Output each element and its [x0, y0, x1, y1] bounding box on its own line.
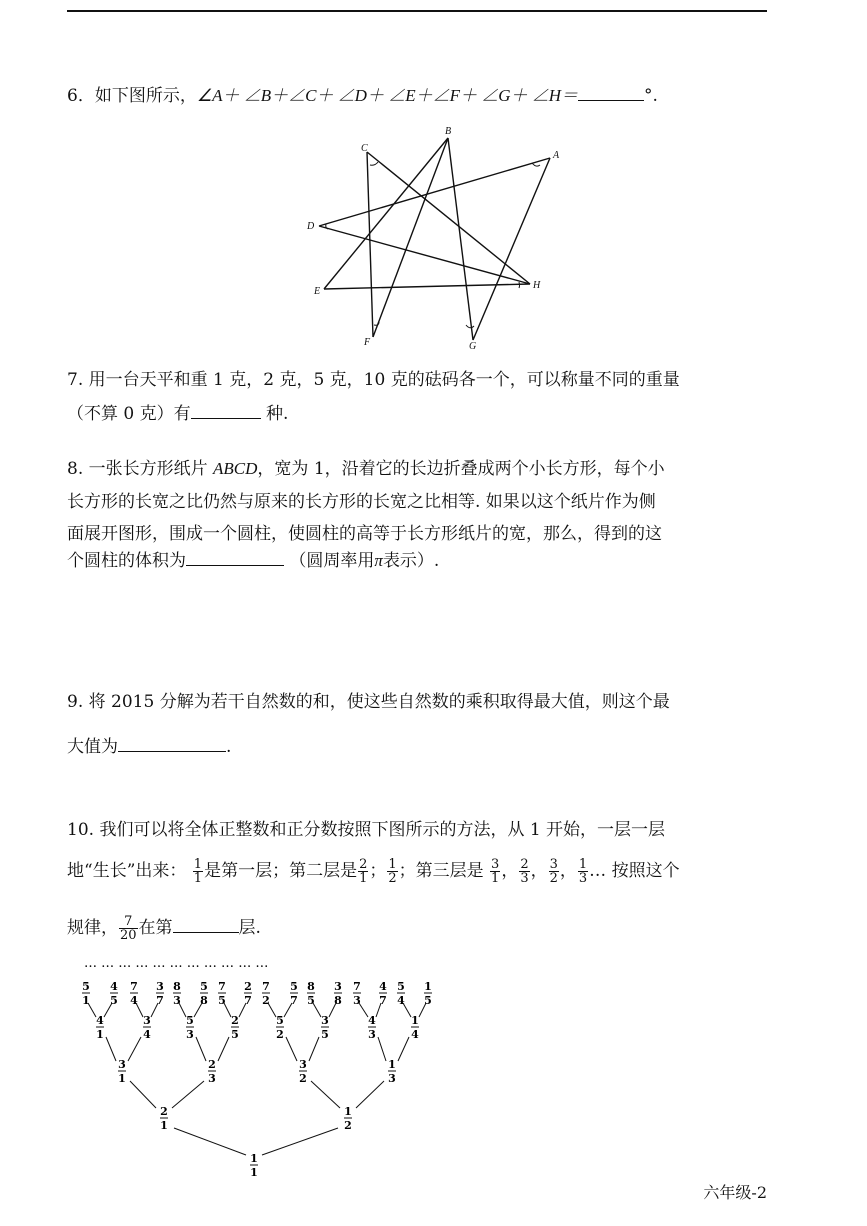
svg-text:7: 7	[353, 980, 361, 993]
q8-text-1b: ，宽为 1，沿着它的长边折叠成两个小长方形，每个小	[257, 459, 665, 479]
label-e: E	[314, 286, 321, 297]
tree-node-layer5	[334, 980, 342, 1007]
svg-text:1: 1	[250, 1166, 258, 1179]
question-8-line-1	[67, 457, 665, 481]
tree-node-layer4	[231, 1014, 239, 1041]
q6-expression: ∠A＋ ∠B＋∠C＋ ∠D＋ ∠E＋∠F＋ ∠G＋ ∠H＝	[196, 86, 579, 105]
q8-answer-blank[interactable]	[186, 549, 284, 566]
q8-text-2: 长方形的长宽之比仍然与原来的长方形的长宽之比相等. 如果以这个纸片作为侧	[67, 492, 656, 512]
tree-node-layer4	[321, 1014, 329, 1041]
q6-unit: °.	[644, 86, 658, 106]
q6-answer-blank[interactable]	[578, 84, 644, 101]
q10-text-3c: 层.	[238, 918, 261, 938]
tree-edge	[356, 1081, 384, 1108]
label-h: H	[533, 280, 541, 291]
tree-node-layer4	[411, 1014, 419, 1041]
svg-text:3: 3	[118, 1058, 126, 1071]
label-f: F	[364, 337, 371, 348]
tree-node-layer3	[208, 1058, 216, 1085]
q10-comma-3: ，	[559, 861, 577, 881]
tree-node-layer1	[250, 1152, 258, 1179]
tree-node-layer4	[368, 1014, 376, 1041]
q10-text-3a: 规律，	[67, 918, 118, 938]
svg-text:3: 3	[299, 1058, 307, 1071]
svg-text:7: 7	[290, 994, 298, 1007]
svg-text:1: 1	[118, 1072, 126, 1085]
question-6	[67, 84, 658, 108]
fraction-1-2: $\frac{1}{2}$	[388, 857, 397, 886]
tree-node-layer5	[156, 980, 164, 1007]
fraction-1-1: $\frac{1}{1}$	[193, 857, 203, 886]
svg-text:8: 8	[307, 980, 315, 993]
tree-edge	[398, 1037, 409, 1061]
q7-text: 7. 用一台天平和重 1 克，2 克，5 克，10 克的砝码各一个，可以称量不同的重量	[67, 370, 680, 390]
tree-node-layer2	[344, 1105, 352, 1132]
tree-node-layer5	[173, 980, 181, 1007]
svg-text:1: 1	[344, 1105, 352, 1118]
fraction-7-20: $\frac{7}{20}$	[120, 914, 137, 943]
header-rule	[67, 10, 767, 12]
tree-node-layer4	[276, 1014, 284, 1041]
svg-text:7: 7	[379, 994, 387, 1007]
page-footer: 六年级-2	[703, 1183, 767, 1202]
tree-edge	[309, 1037, 319, 1061]
svg-text:1: 1	[96, 1028, 104, 1041]
q10-text-2d: ；第三层是	[398, 861, 484, 881]
tree-edge	[174, 1128, 246, 1155]
q10-text-3b: 在第	[138, 918, 173, 938]
svg-text:5: 5	[321, 1028, 329, 1041]
q10-sep-1: ；	[369, 861, 387, 881]
label-g: G	[469, 341, 477, 352]
q8-text-3: 面展开图形，围成一个圆柱，使圆柱的高等于长方形纸片的宽，那么，得到的这	[67, 524, 662, 544]
svg-text:4: 4	[143, 1028, 151, 1041]
q10-answer-blank[interactable]	[173, 916, 239, 933]
svg-text:5: 5	[276, 1014, 284, 1027]
tree-node-layer2	[160, 1105, 168, 1132]
question-9-line-2	[67, 735, 231, 759]
q8-pi: π	[374, 551, 383, 570]
tree-edge	[262, 1128, 338, 1155]
svg-text:2: 2	[276, 1028, 284, 1041]
tree-node-layer3	[118, 1058, 126, 1085]
svg-text:3: 3	[334, 980, 342, 993]
fraction-2-3: $\frac{2}{3}$	[520, 857, 529, 886]
svg-text:8: 8	[200, 994, 208, 1007]
edge-g-a	[473, 158, 550, 340]
svg-text:3: 3	[143, 1014, 151, 1027]
svg-text:3: 3	[368, 1028, 376, 1041]
svg-text:4: 4	[110, 980, 118, 993]
question-10-line-3	[67, 915, 261, 942]
angle-mark-g	[466, 325, 474, 328]
svg-text:5: 5	[186, 1014, 194, 1027]
svg-text:2: 2	[262, 994, 270, 1007]
tree-node-layer4	[143, 1014, 151, 1041]
svg-text:3: 3	[353, 994, 361, 1007]
edge-e-h	[324, 284, 530, 289]
tree-node-layer3	[299, 1058, 307, 1085]
q10-text-1: 10. 我们可以将全体正整数和正分数按照下图所示的方法，从 1 开始，一层一层	[67, 820, 666, 840]
tree-edge	[311, 1081, 340, 1108]
svg-text:2: 2	[244, 980, 252, 993]
svg-text:1: 1	[424, 980, 432, 993]
tree-edge	[378, 1037, 386, 1061]
tree-node-layer5	[82, 980, 90, 1007]
svg-text:7: 7	[130, 980, 138, 993]
q8-text-4c: 表示）.	[382, 551, 440, 571]
q10-text-2b: 是第一层；第二层是	[204, 861, 358, 881]
label-b: B	[445, 126, 452, 137]
label-c: C	[361, 143, 368, 154]
svg-text:7: 7	[156, 994, 164, 1007]
edge-d-h	[319, 226, 530, 284]
tree-node-layer4	[96, 1014, 104, 1041]
svg-text:3: 3	[156, 980, 164, 993]
tree-node-layer5	[218, 980, 226, 1007]
tree-edge	[128, 1037, 141, 1061]
svg-text:1: 1	[160, 1119, 168, 1132]
svg-text:3: 3	[208, 1072, 216, 1085]
tree-node-layer5	[262, 980, 270, 1007]
svg-text:2: 2	[231, 1014, 239, 1027]
q8-abcd: ABCD	[213, 459, 258, 478]
question-10-line-2	[67, 858, 680, 885]
svg-text:5: 5	[218, 994, 226, 1007]
fraction-3-2: $\frac{3}{2}$	[549, 857, 558, 886]
fraction-tree	[70, 955, 450, 1180]
svg-text:1: 1	[82, 994, 90, 1007]
svg-text:4: 4	[397, 994, 405, 1007]
q9-text: 9. 将 2015 分解为若干自然数的和，使这些自然数的乘积取得最大值，则这个最	[67, 692, 670, 712]
label-d: D	[307, 221, 315, 232]
svg-text:7: 7	[218, 980, 226, 993]
question-8-line-4	[67, 549, 439, 573]
q6-star-figure	[300, 120, 560, 360]
svg-text:5: 5	[82, 980, 90, 993]
tree-node-layer5	[353, 980, 361, 1007]
tree-edge	[196, 1037, 206, 1061]
tree-node-layer5	[130, 980, 138, 1007]
svg-text:5: 5	[424, 994, 432, 1007]
tree-edge	[286, 1037, 297, 1061]
tree-node-layer5	[110, 980, 118, 1007]
label-a: A	[553, 150, 560, 161]
question-8-line-3	[67, 522, 662, 546]
edge-e-b	[324, 138, 448, 289]
q10-text-2a: 地“生长”出来：	[67, 861, 187, 881]
tree-node-layer4	[186, 1014, 194, 1041]
q10-comma-1: ，	[501, 861, 519, 881]
svg-text:5: 5	[110, 994, 118, 1007]
q9-period: .	[226, 737, 232, 757]
tree-edge	[218, 1037, 229, 1061]
svg-text:5: 5	[290, 980, 298, 993]
question-8-line-2	[67, 490, 656, 514]
angle-mark-c	[370, 162, 378, 165]
tree-dots: … … … … … … … … … … …	[84, 956, 269, 971]
tree-node-layer5	[379, 980, 387, 1007]
svg-text:7: 7	[262, 980, 270, 993]
edge-c-f	[367, 152, 373, 337]
q7-text-2: （不算 0 克）有	[67, 404, 191, 424]
question-10-line-1	[67, 818, 665, 842]
edge-b-g	[448, 138, 473, 340]
svg-text:4: 4	[368, 1014, 376, 1027]
tree-node-layer5	[244, 980, 252, 1007]
svg-text:1: 1	[388, 1058, 396, 1071]
svg-text:4: 4	[411, 1028, 419, 1041]
svg-text:4: 4	[130, 994, 138, 1007]
q8-text-4: 个圆柱的体积为	[67, 551, 186, 571]
svg-text:5: 5	[200, 980, 208, 993]
tree-node-layer3	[388, 1058, 396, 1085]
edge-f-b	[373, 138, 448, 337]
svg-text:3: 3	[173, 994, 181, 1007]
svg-text:3: 3	[321, 1014, 329, 1027]
svg-text:1: 1	[250, 1152, 258, 1165]
question-7-line-2	[67, 402, 288, 426]
svg-text:5: 5	[231, 1028, 239, 1041]
edge-a-d	[319, 158, 550, 226]
svg-text:5: 5	[307, 994, 315, 1007]
svg-text:8: 8	[173, 980, 181, 993]
tree-node-layer5	[200, 980, 208, 1007]
svg-text:3: 3	[186, 1028, 194, 1041]
q7-answer-blank[interactable]	[191, 402, 261, 419]
tree-node-layer5	[307, 980, 315, 1007]
svg-text:7: 7	[244, 994, 252, 1007]
tree-node-layer5	[397, 980, 405, 1007]
svg-text:2: 2	[344, 1119, 352, 1132]
tree-edge	[130, 1081, 156, 1108]
svg-text:2: 2	[299, 1072, 307, 1085]
fraction-2-1: $\frac{2}{1}$	[359, 857, 368, 886]
tree-edge	[172, 1081, 204, 1108]
svg-text:1: 1	[411, 1014, 419, 1027]
q10-text-2f: … 按照这个	[589, 861, 680, 881]
q10-comma-2: ，	[530, 861, 548, 881]
svg-text:8: 8	[334, 994, 342, 1007]
svg-text:2: 2	[208, 1058, 216, 1071]
q9-text-2: 大值为	[67, 737, 118, 757]
question-9-line-1	[67, 690, 670, 714]
angle-mark-h	[519, 282, 520, 288]
q8-text-1: 8. 一张长方形纸片	[67, 459, 214, 479]
q9-answer-blank[interactable]	[118, 735, 226, 752]
q8-text-4b: （圆周率用	[284, 551, 375, 571]
q6-text: 如下图所示，	[94, 86, 197, 106]
svg-text:5: 5	[397, 980, 405, 993]
svg-text:4: 4	[379, 980, 387, 993]
fraction-3-1: $\frac{3}{1}$	[491, 857, 500, 886]
svg-text:4: 4	[96, 1014, 104, 1027]
fraction-1-3: $\frac{1}{3}$	[578, 857, 588, 886]
q6-number: 6．	[67, 86, 95, 106]
tree-node-layer5	[424, 980, 432, 1007]
q7-unit: 种.	[260, 404, 289, 424]
tree-edge	[106, 1037, 116, 1061]
question-7-line-1	[67, 368, 680, 392]
svg-text:3: 3	[388, 1072, 396, 1085]
svg-text:2: 2	[160, 1105, 168, 1118]
tree-node-layer5	[290, 980, 298, 1007]
